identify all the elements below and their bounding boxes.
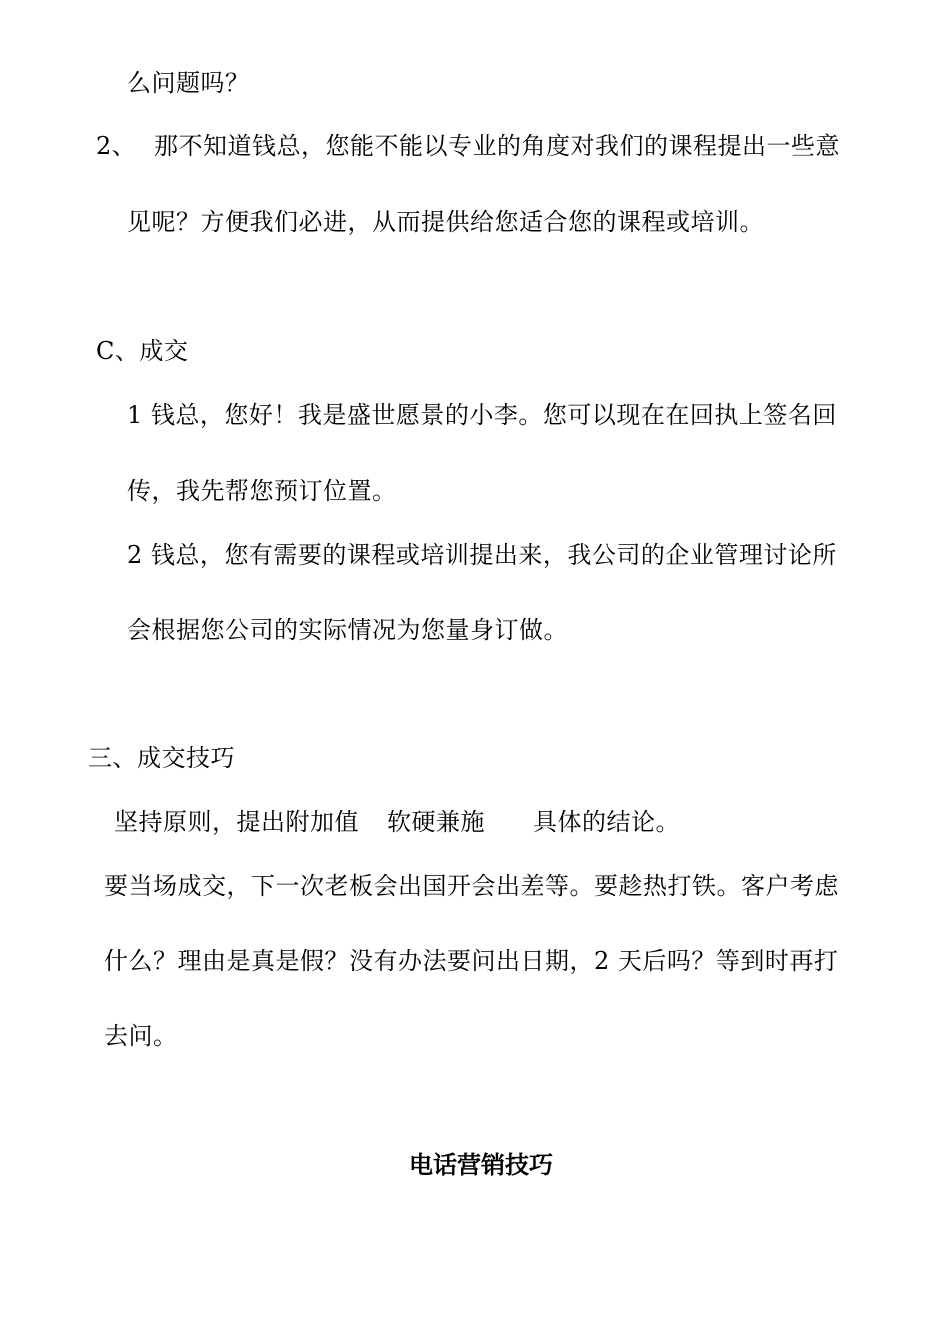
section-c-heading: C、成交 xyxy=(96,337,189,365)
section-c-item-2-line-2: 会根据您公司的实际情况为您量身订做。 xyxy=(127,616,568,644)
section-b-tail-line: 么问题吗？ xyxy=(127,69,250,97)
principle-3: 具体的结论。 xyxy=(533,808,680,836)
section-b-item-2-line-1 xyxy=(96,131,840,161)
principle-2: 软硬兼施 xyxy=(387,808,485,836)
section-3-heading: 三、成交技巧 xyxy=(88,744,235,772)
principle-1: 坚持原则，提出附加值 xyxy=(114,808,359,836)
section-b-item-2-line-2: 见呢？方便我们必进，从而提供给您适合您的课程或培训。 xyxy=(127,208,764,236)
section-c-item-1-line-1: 1 钱总，您好！我是盛世愿景的小李。您可以现在在回执上签名回 xyxy=(127,401,837,429)
item-number: 2、 xyxy=(96,132,137,160)
section-3-para-line-1: 要当场成交，下一次老板会出国开会出差等。要趁热打铁。客户考虑 xyxy=(104,872,839,900)
item-text: 那不知道钱总，您能不能以专业的角度对我们的课程提出一些意 xyxy=(154,132,840,160)
section-c-item-1-line-2: 传，我先帮您预订位置。 xyxy=(127,477,397,505)
section-3-para-line-3: 去问。 xyxy=(104,1022,178,1050)
section-3-principles xyxy=(114,807,680,837)
document-title: 电话营销技巧 xyxy=(409,1151,553,1179)
section-3-para-line-2: 什么？理由是真是假？没有办法要问出日期，2 天后吗？等到时再打 xyxy=(104,947,839,975)
section-c-item-2-line-1: 2 钱总，您有需要的课程或培训提出来，我公司的企业管理讨论所 xyxy=(127,541,837,569)
